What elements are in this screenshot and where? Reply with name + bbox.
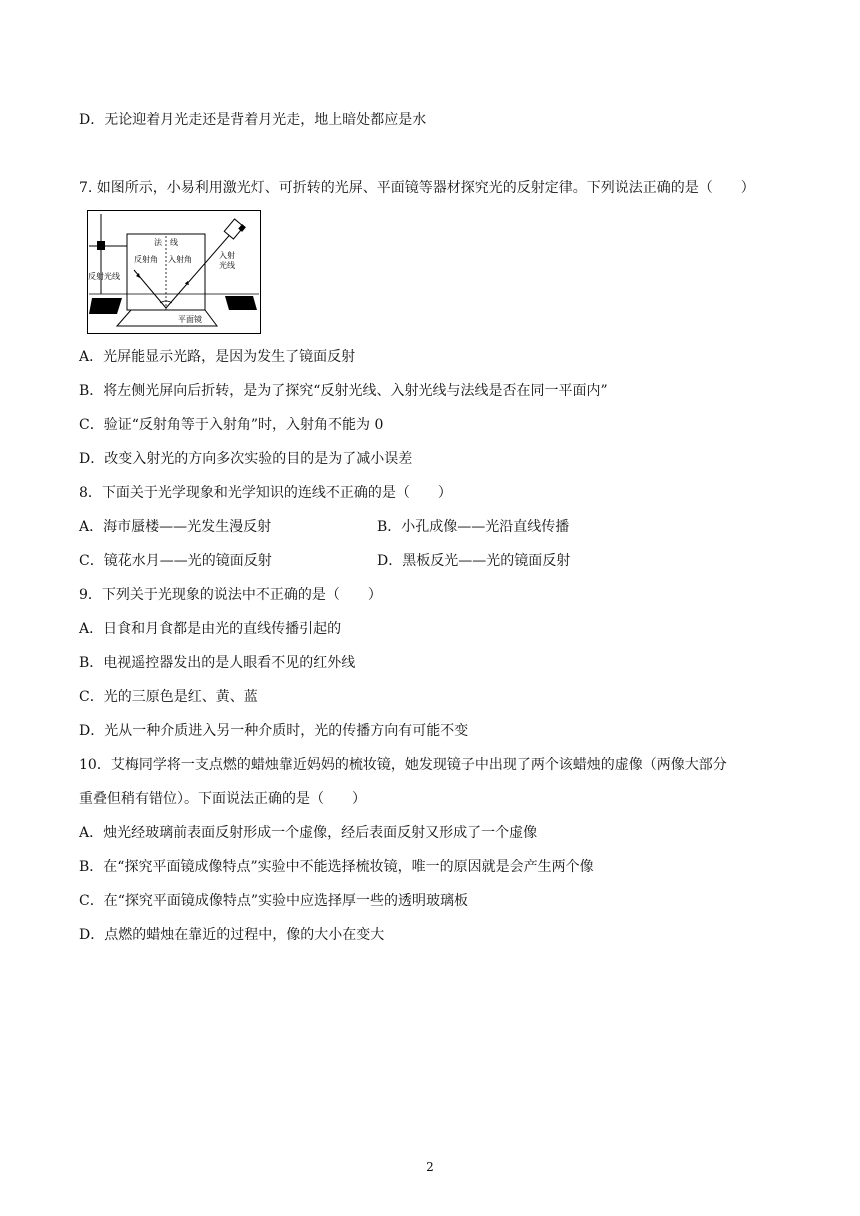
- q10-option-b: B．在“探究平面镜成像特点”实验中不能选择梳妆镜，唯一的原因就是会产生两个像: [79, 859, 594, 875]
- reflected-ray-label: 反射光线: [88, 272, 120, 281]
- q8-stem: 8．下面关于光学现象和光学知识的连线不正确的是（ ）: [79, 485, 452, 501]
- incident-ray-label-1: 入射: [219, 251, 235, 260]
- q9-option-a: A．日食和月食都是由光的直线传播引起的: [79, 621, 342, 637]
- q9-option-b: B．电视遥控器发出的是人眼看不见的红外线: [79, 655, 356, 671]
- q8-option-a: A．海市蜃楼——光发生漫反射: [79, 519, 272, 535]
- q10-option-a: A．烛光经玻璃前表面反射形成一个虚像，经后表面反射又形成了一个虚像: [79, 825, 538, 841]
- page-number: 2: [426, 1160, 434, 1174]
- q7-option-a: A．光屏能显示光路，是因为发生了镜面反射: [79, 349, 356, 365]
- q8-option-d: D．黑板反光——光的镜面反射: [377, 553, 571, 569]
- mirror-label: 平面镜: [178, 315, 202, 324]
- q9-option-c: C．光的三原色是红、黄、蓝: [79, 689, 258, 705]
- incident-angle-label: 入射角: [168, 255, 192, 264]
- q7-stem: 7. 如图所示，小易利用激光灯、可折转的光屏、平面镜等器材探究光的反射定律。下列说法正确的是（ ）: [79, 180, 755, 196]
- q10-option-c: C．在“探究平面镜成像特点”实验中应选择厚一些的透明玻璃板: [79, 893, 469, 909]
- q7-option-b: B．将左侧光屏向后折转，是为了探究“反射光线、入射光线与法线是否在同一平面内”: [79, 383, 608, 399]
- q7-option-c: C．验证“反射角等于入射角”时，入射角不能为 0: [79, 417, 384, 433]
- q7-option-d: D．改变入射光的方向多次实验的目的是为了减小误差: [79, 451, 413, 467]
- reflect-angle-label: 反射角: [134, 255, 158, 264]
- normal-label: 法 线: [154, 238, 178, 247]
- q8-option-b: B．小孔成像——光沿直线传播: [377, 519, 570, 535]
- incident-ray-label-2: 光线: [219, 261, 235, 270]
- q6-option-d: D．无论迎着月光走还是背着月光走，地上暗处都应是水: [79, 112, 427, 128]
- q10-stem-line2: 重叠但稍有错位）。下面说法正确的是（ ）: [79, 791, 366, 807]
- q9-option-d: D．光从一种介质进入另一种介质时，光的传播方向有可能不变: [79, 723, 469, 739]
- reflection-experiment-figure: [87, 210, 261, 334]
- q9-stem: 9．下列关于光现象的说法中不正确的是（ ）: [79, 587, 382, 603]
- q10-option-d: D．点燃的蜡烛在靠近的过程中，像的大小在变大: [79, 927, 385, 943]
- q8-option-c: C．镜花水月——光的镜面反射: [79, 553, 272, 569]
- q10-stem-line1: 10．艾梅同学将一支点燃的蜡烛靠近妈妈的梳妆镜，她发现镜子中出现了两个该蜡烛的虚像（两像大部分: [79, 757, 727, 773]
